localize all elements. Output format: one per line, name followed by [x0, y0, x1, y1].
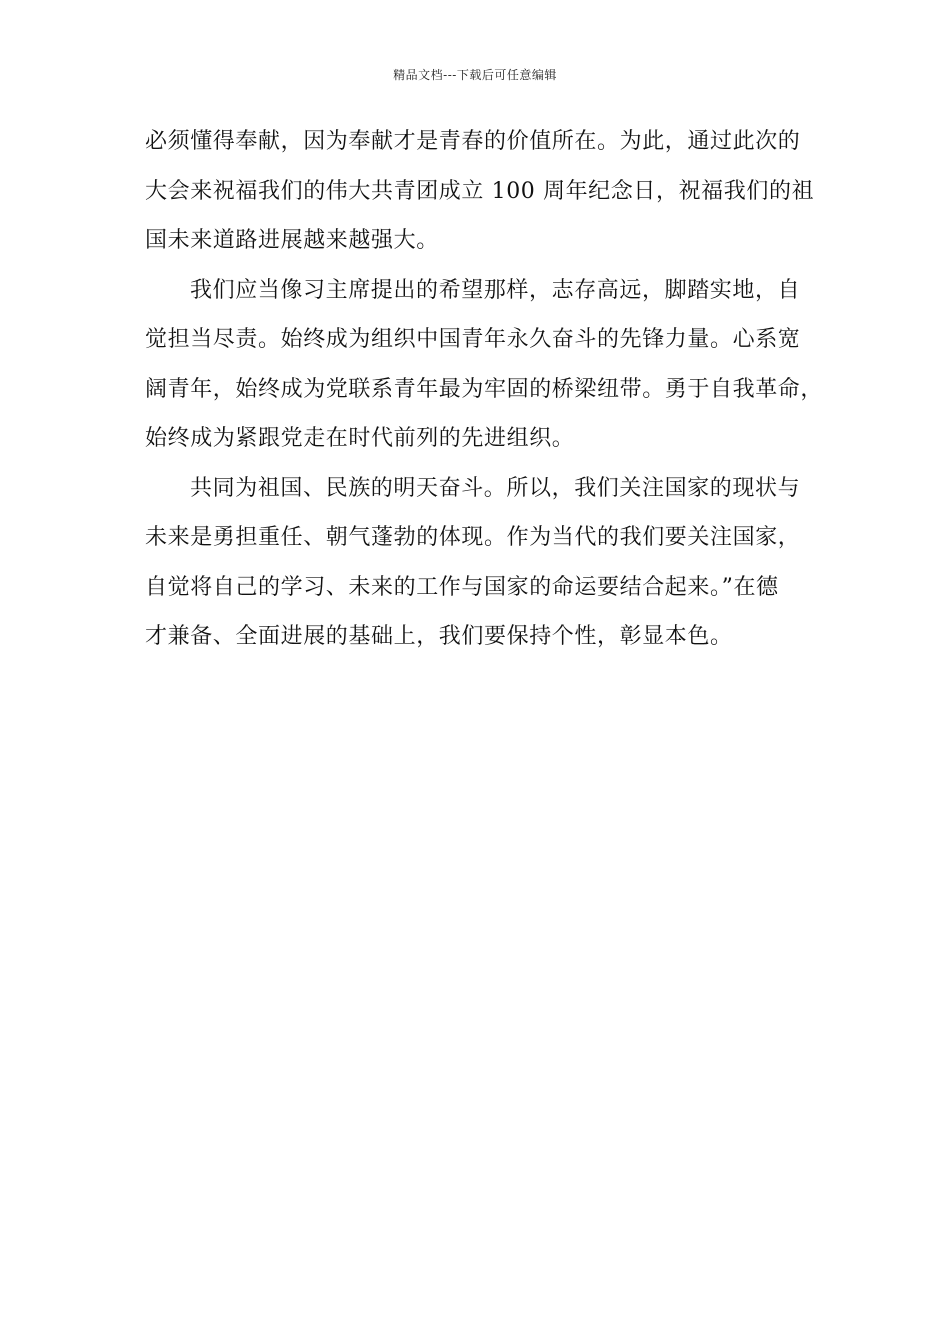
paragraph — [145, 130, 813, 253]
text-line: 大会来祝福我们的伟大共青团成立 100 周年纪念日，祝福我们的祖 — [145, 178, 815, 204]
text-line: 自觉将自己的学习、未来的工作与国家的命运要结合起来。”在德 — [145, 574, 779, 600]
text-line: 必须懂得奉献，因为奉献才是青春的价值所在。为此，通过此次的 — [145, 129, 801, 154]
paragraph — [145, 477, 813, 650]
text-line: 国未来道路进展越来越强大。 — [145, 228, 439, 253]
text-line: 我们应当像习主席提出的希望那样，志存高远，脚踏实地，自 — [190, 277, 801, 303]
document-body — [145, 129, 824, 675]
text-line: 才兼备、全面进展的基础上，我们要保持个性，彰显本色。 — [145, 624, 733, 649]
text-line: 阔青年，始终成为党联系青年最为牢固的桥梁纽带。勇于自我革命， — [145, 376, 824, 402]
text-line: 觉担当尽责。始终成为组织中国青年永久奋斗的先锋力量。心系宽 — [145, 327, 801, 352]
page-header: 精品文档---下载后可任意编辑 — [393, 68, 557, 82]
text-line: 未来是勇担重任、朝气蓬勃的体现。作为当代的我们要关注国家， — [145, 525, 801, 550]
paragraph — [145, 277, 824, 452]
text-line: 始终成为紧跟党走在时代前列的先进组织。 — [145, 426, 575, 451]
text-line: 共同为祖国、民族的明天奋斗。所以，我们关注国家的现状与 — [190, 475, 801, 501]
